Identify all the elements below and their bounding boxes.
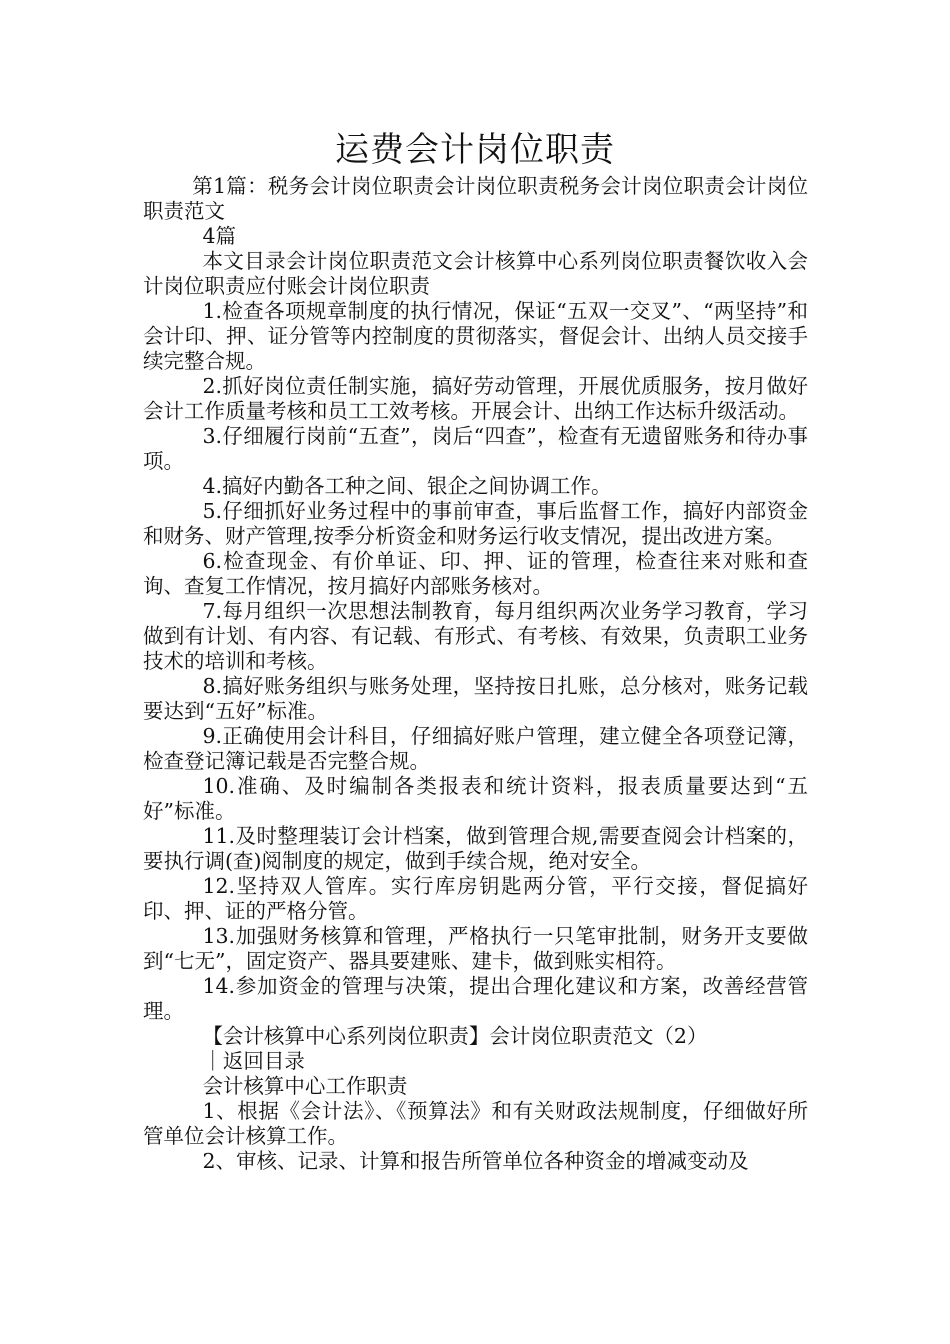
paragraph: 1、根据《会计法》、《预算法》和有关财政法规制度，仔细做好所管单位会计核算工作。 [143,1099,808,1148]
paragraph: 4篇 [202,224,236,248]
paragraph: 5.仔细抓好业务过程中的事前审查，事后监督工作，搞好内部资金和财务、财产管理,按季分析资金和财务运行收支情况，提出改进方案。 [143,499,808,548]
back-to-contents-link[interactable]: ｜返回目录 [202,1049,305,1073]
paragraph: 2.抓好岗位责任制实施，搞好劳动管理，开展优质服务，按月做好会计工作质量考核和员工工效考核。开展会计、出纳工作达标升级活动。 [143,374,808,423]
paragraph: 9.正确使用会计科目，仔细搞好账户管理，建立健全各项登记簿，检查登记簿记载是否完整合规。 [143,724,808,773]
paragraph: 8.搞好账务组织与账务处理，坚持按日扎账，总分核对，账务记载要达到“五好”标准。 [143,674,808,723]
paragraph: 第1篇：税务会计岗位职责会计岗位职责税务会计岗位职责会计岗位职责范文 [143,174,808,223]
document-title: 运费会计岗位职责 [335,130,615,170]
subsection-heading: 会计核算中心工作职责 [202,1074,408,1098]
paragraph: 3.仔细履行岗前“五查”，岗后“四查”，检查有无遗留账务和待办事项。 [143,424,808,473]
paragraph: 1.检查各项规章制度的执行情况，保证“五双一交叉”、“两坚持”和会计印、押、证分管等内控制度的贯彻落实，督促会计、出纳人员交接手续完整合规。 [143,299,808,373]
paragraph: 4.搞好内勤各工种之间、银企之间协调工作。 [202,474,612,498]
paragraph: 6.检查现金、有价单证、印、押、证的管理，检查往来对账和查询、查复工作情况，按月搞好内部账务核对。 [143,549,808,598]
document-body [143,174,808,1174]
paragraph: 14.参加资金的管理与决策，提出合理化建议和方案，改善经营管理。 [143,974,808,1023]
paragraph: 10.准确、及时编制各类报表和统计资料，报表质量要达到“五好”标准。 [143,774,808,823]
paragraph: 13.加强财务核算和管理，严格执行一只笔审批制，财务开支要做到“七无”，固定资产、器具要建账、建卡，做到账实相符。 [143,924,808,973]
paragraph: 12.坚持双人管库。实行库房钥匙两分管，平行交接，督促搞好印、押、证的严格分管。 [143,874,808,923]
paragraph: 11.及时整理装订会计档案，做到管理合规,需要查阅会计档案的，要执行调(查)阅制度的规定，做到手续合规，绝对安全。 [143,824,808,873]
paragraph: 7.每月组织一次思想法制教育，每月组织两次业务学习教育，学习做到有计划、有内容、有记载、有形式、有考核、有效果，负责职工业务技术的培训和考核。 [143,599,808,673]
paragraph: 2、审核、记录、计算和报告所管单位各种资金的增减变动及 [202,1149,749,1173]
paragraph: 本文目录会计岗位职责范文会计核算中心系列岗位职责餐饮收入会计岗位职责应付账会计岗位职责 [143,249,808,298]
section-heading: 【会计核算中心系列岗位职责】会计岗位职责范文（2） [202,1024,708,1048]
